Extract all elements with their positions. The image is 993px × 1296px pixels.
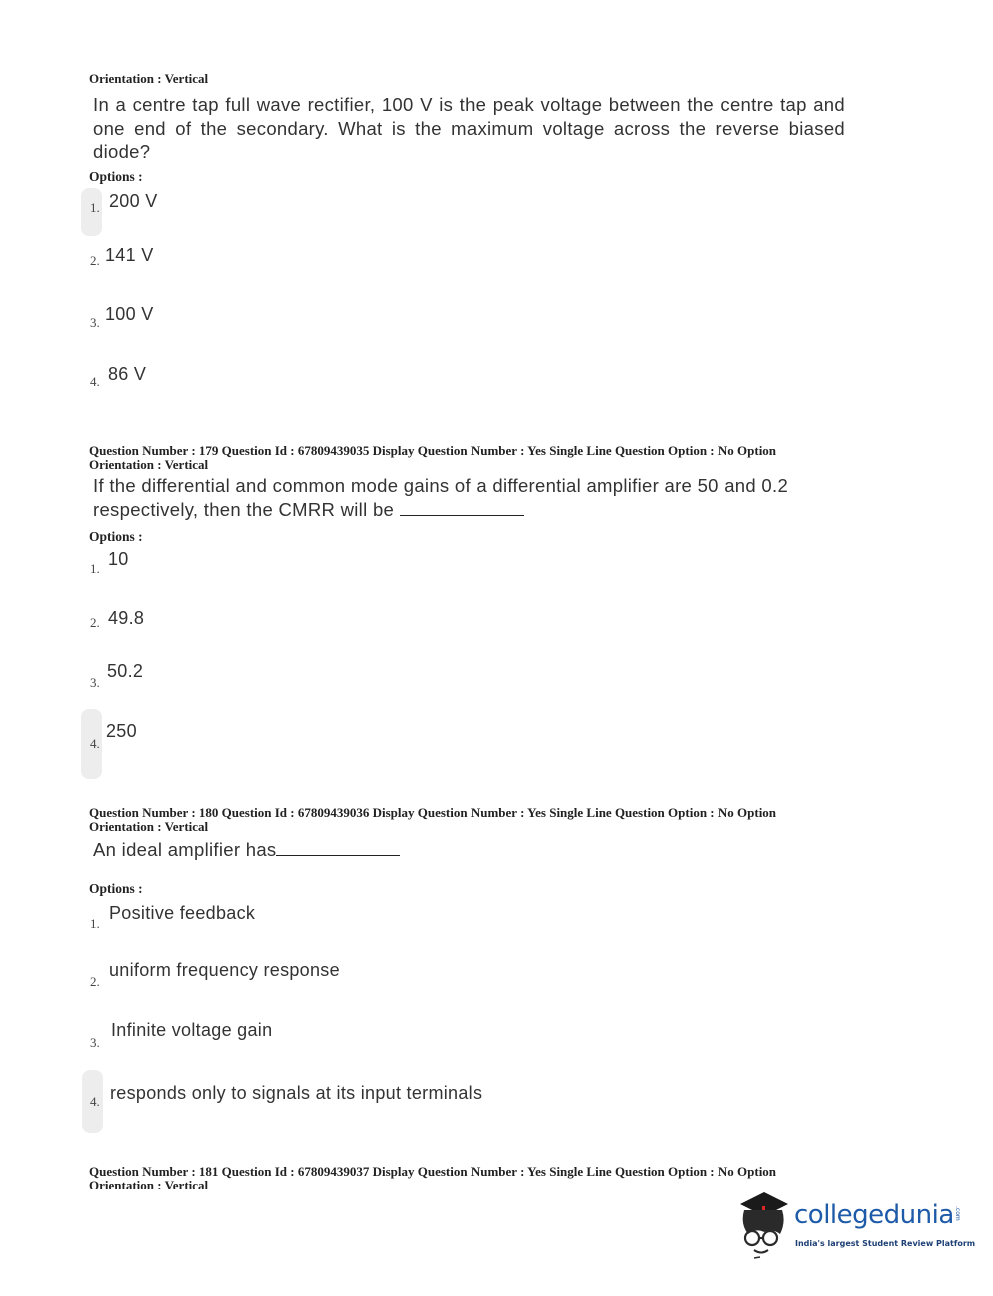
q180-option-4-number: 4. xyxy=(90,1094,100,1109)
q179-meta-line1: Question Number : 179 Question Id : 67809439035 Display Question Number : Yes Single Line Question Option : No Option xyxy=(89,443,777,458)
q178-option-3-number: 3. xyxy=(90,315,100,330)
q180-meta-line1: Question Number : 180 Question Id : 67809439036 Display Question Number : Yes Single Line Question Option : No Option xyxy=(89,805,777,820)
q181-meta-line2: Orientation : Vertical xyxy=(89,1178,209,1189)
q179-option-4-number: 4. xyxy=(90,736,100,751)
q180-option-2-number: 2. xyxy=(90,974,100,989)
q180-question-text: An ideal amplifier has xyxy=(93,839,277,860)
q180-option-2[interactable]: uniform frequency response xyxy=(109,960,340,980)
q180-option-3-number: 3. xyxy=(90,1035,100,1050)
q179-option-3-number: 3. xyxy=(90,675,100,690)
q180-meta xyxy=(89,806,776,834)
logo-suffix: .com xyxy=(954,1206,961,1221)
collegedunia-logo[interactable] xyxy=(734,1188,976,1262)
q180-option-4[interactable]: responds only to signals at its input terminals xyxy=(110,1083,483,1103)
q178-orientation: Orientation : Vertical xyxy=(89,71,209,86)
q179-option-3[interactable]: 50.2 xyxy=(107,661,144,681)
q179-question xyxy=(93,474,845,521)
q178-option-1-number: 1. xyxy=(90,200,100,215)
q180-answer-blank xyxy=(276,854,400,856)
q181-meta-line1: Question Number : 181 Question Id : 67809439037 Display Question Number : Yes Single Line Question Option : No Option xyxy=(89,1165,777,1179)
logo-wordmark: collegedunia xyxy=(794,1200,954,1230)
q178-option-4[interactable]: 86 V xyxy=(108,364,147,384)
q179-option-4[interactable]: 250 xyxy=(106,721,137,741)
q180-question xyxy=(93,838,845,862)
logo-tagline: India's largest Student Review Platform xyxy=(795,1239,976,1248)
q178-option-1[interactable]: 200 V xyxy=(109,191,158,211)
q180-option-1-number: 1. xyxy=(90,916,100,931)
q178-option-4-number: 4. xyxy=(90,374,100,389)
q179-meta xyxy=(89,444,776,472)
q179-question-text: If the differential and common mode gains of a differential amplifier are 50 and 0.2 respectively, then the CMRR will be xyxy=(93,475,789,520)
q179-option-1[interactable]: 10 xyxy=(108,549,129,569)
q178-question-text: In a centre tap full wave rectifier, 100 V is the peak voltage between the centre tap and one end of the secondary. What is the maximum voltage across the reverse biased diode? xyxy=(93,94,845,162)
q178-option-2[interactable]: 141 V xyxy=(105,245,154,265)
q179-option-1-number: 1. xyxy=(90,561,100,576)
q180-option-1[interactable]: Positive feedback xyxy=(109,903,256,923)
q179-answer-blank xyxy=(400,514,524,516)
q178-options-label: Options : xyxy=(89,169,143,184)
q178-option-3[interactable]: 100 V xyxy=(105,304,154,324)
q179-options-label: Options : xyxy=(89,529,143,544)
q180-options-label: Options : xyxy=(89,881,143,896)
q181-meta xyxy=(89,1165,776,1189)
q179-option-2-number: 2. xyxy=(90,615,100,630)
q178-option-2-number: 2. xyxy=(90,253,100,268)
q179-meta-line2: Orientation : Vertical xyxy=(89,457,209,472)
mascot-with-graduation-cap-icon xyxy=(734,1188,792,1262)
q179-option-2[interactable]: 49.8 xyxy=(108,608,145,628)
q180-meta-line2: Orientation : Vertical xyxy=(89,819,209,834)
q180-option-3[interactable]: Infinite voltage gain xyxy=(111,1020,273,1040)
